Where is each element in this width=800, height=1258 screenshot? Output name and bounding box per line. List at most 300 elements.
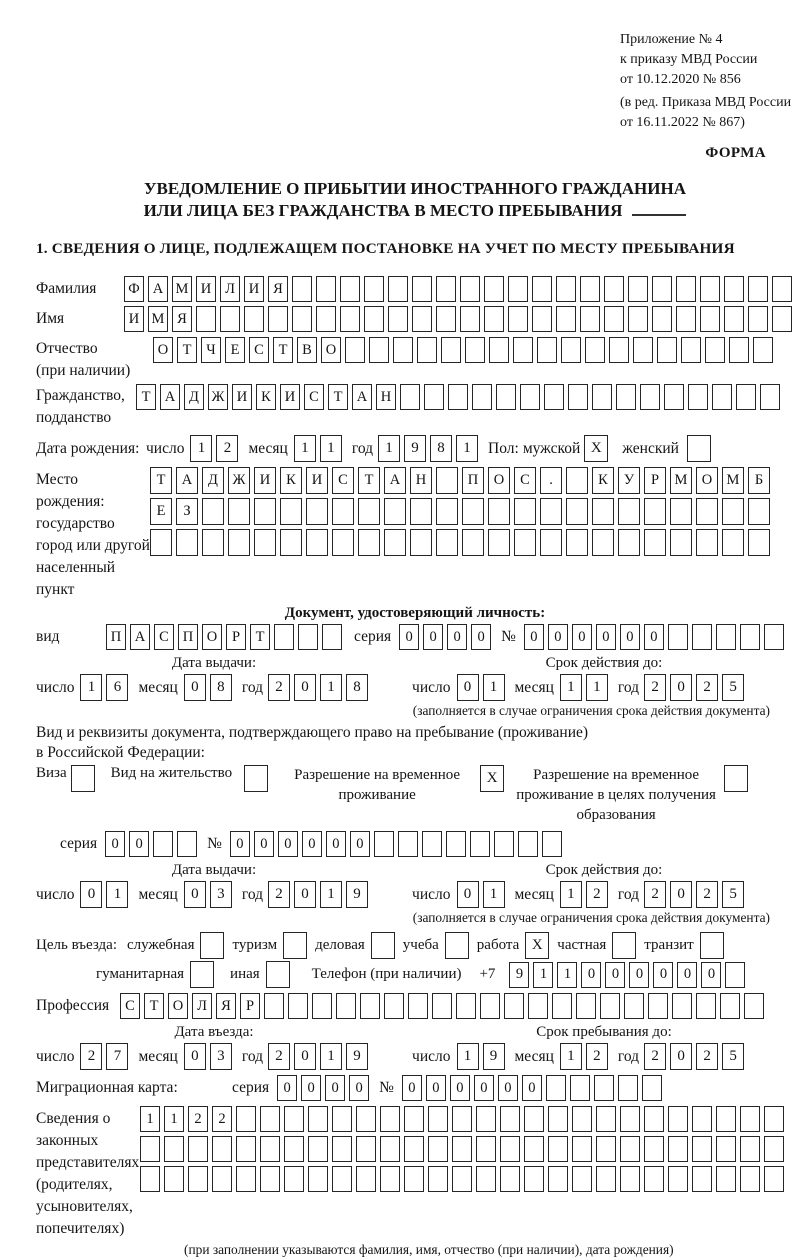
form-cell[interactable] [358,498,380,525]
form-cell[interactable]: З [176,498,198,525]
form-cell[interactable] [284,1136,304,1162]
patronymic-cells[interactable] [153,337,773,363]
migcard-number-cells[interactable] [402,1075,662,1101]
form-cell[interactable] [176,529,198,556]
form-cell[interactable]: 7 [106,1043,128,1070]
form-cell[interactable]: 1 [456,435,478,462]
form-cell[interactable] [500,1106,520,1132]
stay-day-cells[interactable] [457,1043,505,1070]
form-cell[interactable] [720,993,740,1019]
form-cell[interactable]: 0 [399,624,419,650]
form-cell[interactable] [696,498,718,525]
form-cell[interactable]: 2 [268,674,290,701]
expiry-day-cells[interactable] [457,881,505,908]
form-cell[interactable]: Т [328,384,348,410]
form-cell[interactable] [441,337,461,363]
form-cell[interactable] [716,1106,736,1132]
form-cell[interactable] [688,384,708,410]
form-cell[interactable]: М [148,306,168,332]
form-cell[interactable]: 9 [509,962,529,988]
form-cell[interactable] [494,831,514,857]
form-cell[interactable]: 0 [581,962,601,988]
form-cell[interactable] [260,1166,280,1192]
form-cell[interactable]: 1 [533,962,553,988]
form-cell[interactable] [332,1136,352,1162]
form-cell[interactable] [664,384,684,410]
purpose-official-checkbox[interactable] [200,932,224,959]
form-cell[interactable]: 0 [402,1075,422,1101]
form-cell[interactable] [514,529,536,556]
purpose-tourism-checkbox[interactable] [283,932,307,959]
form-cell[interactable] [476,1106,496,1132]
form-cell[interactable]: Т [150,467,172,494]
form-cell[interactable] [432,993,452,1019]
form-cell[interactable] [724,306,744,332]
form-cell[interactable] [220,306,240,332]
form-cell[interactable] [644,1136,664,1162]
form-cell[interactable] [556,276,576,302]
expiry-month-cells[interactable] [560,674,608,701]
form-cell[interactable]: 0 [350,831,370,857]
form-cell[interactable] [524,1166,544,1192]
form-cell[interactable]: . [540,467,562,494]
form-cell[interactable]: Т [177,337,197,363]
form-cell[interactable] [628,306,648,332]
form-cell[interactable] [177,831,197,857]
form-cell[interactable] [428,1166,448,1192]
form-cell[interactable]: 0 [701,962,721,988]
form-cell[interactable] [356,1136,376,1162]
form-cell[interactable] [484,306,504,332]
form-cell[interactable]: 2 [696,674,718,701]
form-cell[interactable] [260,1106,280,1132]
form-cell[interactable] [422,831,442,857]
form-cell[interactable]: 1 [80,674,102,701]
form-cell[interactable] [488,498,510,525]
form-cell[interactable] [288,993,308,1019]
form-cell[interactable]: У [618,467,640,494]
form-cell[interactable] [642,1075,662,1101]
form-cell[interactable] [428,1106,448,1132]
form-cell[interactable]: 8 [430,435,452,462]
form-cell[interactable]: 2 [644,1043,666,1070]
visa-checkbox[interactable] [71,765,95,792]
form-cell[interactable]: М [172,276,192,302]
form-cell[interactable] [518,831,538,857]
form-cell[interactable] [760,384,780,410]
form-cell[interactable] [670,498,692,525]
form-cell[interactable] [280,498,302,525]
form-cell[interactable] [356,1166,376,1192]
form-cell[interactable] [724,276,744,302]
form-cell[interactable] [284,1106,304,1132]
form-cell[interactable] [410,529,432,556]
form-cell[interactable]: 1 [557,962,577,988]
form-cell[interactable] [572,1166,592,1192]
form-cell[interactable] [332,1166,352,1192]
form-cell[interactable] [668,1136,688,1162]
form-cell[interactable] [504,993,524,1019]
form-cell[interactable]: 5 [722,881,744,908]
form-cell[interactable] [764,624,784,650]
stay-year-cells[interactable] [644,1043,744,1070]
form-cell[interactable]: 6 [106,674,128,701]
form-cell[interactable] [364,306,384,332]
form-cell[interactable]: А [176,467,198,494]
form-cell[interactable]: 0 [426,1075,446,1101]
form-cell[interactable]: 1 [164,1106,184,1132]
form-cell[interactable] [436,306,456,332]
purpose-study-checkbox[interactable] [445,932,469,959]
form-cell[interactable] [508,276,528,302]
givenname-cells[interactable] [124,306,792,332]
form-cell[interactable] [648,993,668,1019]
form-cell[interactable]: 2 [696,1043,718,1070]
form-cell[interactable] [480,993,500,1019]
form-cell[interactable] [692,1106,712,1132]
form-cell[interactable] [514,498,536,525]
form-cell[interactable]: О [153,337,173,363]
birthdate-year-cells[interactable] [378,435,478,462]
form-cell[interactable] [400,384,420,410]
form-cell[interactable]: Т [273,337,293,363]
form-cell[interactable] [212,1166,232,1192]
form-cell[interactable] [740,1106,760,1132]
form-cell[interactable]: Ч [201,337,221,363]
form-cell[interactable]: М [722,467,744,494]
birthplace-cells-row2[interactable] [150,498,770,525]
form-cell[interactable]: 0 [457,674,479,701]
migcard-series-cells[interactable] [277,1075,369,1101]
form-cell[interactable] [592,529,614,556]
form-cell[interactable]: Е [150,498,172,525]
form-cell[interactable]: 0 [498,1075,518,1101]
form-cell[interactable] [332,529,354,556]
form-cell[interactable]: 2 [188,1106,208,1132]
form-cell[interactable]: 0 [548,624,568,650]
form-cell[interactable]: Р [226,624,246,650]
form-cell[interactable] [476,1136,496,1162]
form-cell[interactable]: 1 [586,674,608,701]
form-cell[interactable] [436,276,456,302]
form-cell[interactable]: В [297,337,317,363]
form-cell[interactable]: 1 [320,881,342,908]
purpose-business-checkbox[interactable] [371,932,395,959]
form-cell[interactable]: И [254,467,276,494]
form-cell[interactable]: С [249,337,269,363]
form-cell[interactable] [740,624,760,650]
form-cell[interactable] [604,306,624,332]
form-cell[interactable] [369,337,389,363]
form-cell[interactable] [150,529,172,556]
form-cell[interactable]: 0 [105,831,125,857]
form-cell[interactable] [548,1106,568,1132]
form-cell[interactable] [540,529,562,556]
form-cell[interactable] [696,993,716,1019]
form-cell[interactable] [736,384,756,410]
form-cell[interactable] [628,276,648,302]
form-cell[interactable]: С [154,624,174,650]
form-cell[interactable]: 0 [294,674,316,701]
form-cell[interactable]: 0 [302,831,322,857]
birthdate-day-cells[interactable] [190,435,238,462]
residence-permit-checkbox[interactable] [244,765,268,792]
form-cell[interactable] [436,467,458,494]
form-cell[interactable] [424,384,444,410]
form-cell[interactable] [580,306,600,332]
form-cell[interactable] [306,498,328,525]
form-cell[interactable]: П [106,624,126,650]
form-cell[interactable] [548,1136,568,1162]
form-cell[interactable]: 9 [404,435,426,462]
form-cell[interactable] [561,337,581,363]
form-cell[interactable] [740,1166,760,1192]
form-cell[interactable] [228,498,250,525]
form-cell[interactable] [274,624,294,650]
form-cell[interactable]: 5 [722,1043,744,1070]
form-cell[interactable] [332,1106,352,1132]
form-cell[interactable] [508,306,528,332]
purpose-private-checkbox[interactable] [612,932,636,959]
form-cell[interactable] [772,276,792,302]
form-cell[interactable] [452,1106,472,1132]
form-cell[interactable] [556,306,576,332]
form-cell[interactable] [308,1136,328,1162]
form-cell[interactable] [676,276,696,302]
form-cell[interactable]: 0 [325,1075,345,1101]
form-cell[interactable] [462,498,484,525]
form-cell[interactable]: 0 [349,1075,369,1101]
form-cell[interactable] [393,337,413,363]
form-cell[interactable] [596,1106,616,1132]
form-cell[interactable]: 5 [722,674,744,701]
form-cell[interactable] [404,1166,424,1192]
form-cell[interactable] [268,306,288,332]
form-cell[interactable] [254,498,276,525]
form-cell[interactable]: 1 [560,881,582,908]
form-cell[interactable]: 1 [560,674,582,701]
form-cell[interactable] [729,337,749,363]
form-cell[interactable]: 0 [423,624,443,650]
form-cell[interactable] [412,276,432,302]
form-cell[interactable] [748,529,770,556]
form-cell[interactable]: И [280,384,300,410]
expiry-day-cells[interactable] [457,674,505,701]
form-cell[interactable]: 1 [106,881,128,908]
form-cell[interactable]: 2 [586,881,608,908]
form-cell[interactable] [620,1136,640,1162]
form-cell[interactable]: 0 [294,881,316,908]
sex-female-checkbox[interactable] [687,435,711,462]
form-cell[interactable]: О [488,467,510,494]
birthdate-month-cells[interactable] [294,435,342,462]
form-cell[interactable]: 0 [596,624,616,650]
form-cell[interactable] [456,993,476,1019]
form-cell[interactable] [360,993,380,1019]
form-cell[interactable] [692,624,712,650]
form-cell[interactable]: 1 [457,1043,479,1070]
entry-month-cells[interactable] [184,1043,232,1070]
form-cell[interactable] [580,276,600,302]
form-cell[interactable] [428,1136,448,1162]
form-cell[interactable] [620,1106,640,1132]
form-cell[interactable] [672,993,692,1019]
form-cell[interactable]: 0 [447,624,467,650]
form-cell[interactable]: 2 [216,435,238,462]
form-cell[interactable] [465,337,485,363]
form-cell[interactable] [585,337,605,363]
form-cell[interactable]: 0 [572,624,592,650]
form-cell[interactable] [358,529,380,556]
form-cell[interactable] [496,384,516,410]
form-cell[interactable]: Ж [208,384,228,410]
form-cell[interactable]: 3 [210,1043,232,1070]
form-cell[interactable]: Д [202,467,224,494]
form-cell[interactable]: Б [748,467,770,494]
issue-day-cells[interactable] [80,881,128,908]
form-cell[interactable] [657,337,677,363]
form-cell[interactable] [668,1106,688,1132]
form-cell[interactable] [322,624,342,650]
form-cell[interactable]: 0 [301,1075,321,1101]
form-cell[interactable]: Л [220,276,240,302]
form-cell[interactable]: О [168,993,188,1019]
form-cell[interactable] [462,529,484,556]
residence-number-cells[interactable] [230,831,562,857]
form-cell[interactable] [332,498,354,525]
stay-month-cells[interactable] [560,1043,608,1070]
doc-series-cells[interactable] [399,624,491,650]
form-cell[interactable]: 0 [670,881,692,908]
form-cell[interactable] [292,306,312,332]
issue-month-cells[interactable] [184,674,232,701]
birthplace-cells-row1[interactable] [150,467,770,494]
form-cell[interactable] [644,1166,664,1192]
form-cell[interactable] [384,993,404,1019]
form-cell[interactable] [524,1136,544,1162]
form-cell[interactable] [356,1106,376,1132]
form-cell[interactable] [716,1136,736,1162]
form-cell[interactable]: А [384,467,406,494]
form-cell[interactable] [572,1106,592,1132]
form-cell[interactable]: 1 [320,674,342,701]
form-cell[interactable]: 3 [210,881,232,908]
form-cell[interactable] [712,384,732,410]
form-cell[interactable] [596,1166,616,1192]
form-cell[interactable] [384,498,406,525]
form-cell[interactable] [740,1136,760,1162]
form-cell[interactable]: Я [268,276,288,302]
form-cell[interactable] [692,1136,712,1162]
form-cell[interactable]: 1 [483,674,505,701]
form-cell[interactable]: 9 [346,1043,368,1070]
form-cell[interactable]: 0 [644,624,664,650]
form-cell[interactable]: Н [376,384,396,410]
form-cell[interactable] [388,306,408,332]
form-cell[interactable]: 0 [474,1075,494,1101]
form-cell[interactable] [436,529,458,556]
form-cell[interactable]: 1 [190,435,212,462]
form-cell[interactable] [500,1136,520,1162]
purpose-other-checkbox[interactable] [266,961,290,988]
form-cell[interactable]: И [196,276,216,302]
form-cell[interactable] [308,1166,328,1192]
form-cell[interactable] [374,831,394,857]
form-cell[interactable] [202,498,224,525]
form-cell[interactable]: А [352,384,372,410]
issue-month-cells[interactable] [184,881,232,908]
form-cell[interactable]: 0 [277,1075,297,1101]
form-cell[interactable] [452,1136,472,1162]
issue-day-cells[interactable] [80,674,128,701]
form-cell[interactable] [140,1136,160,1162]
doc-kind-cells[interactable] [106,624,342,650]
form-cell[interactable]: А [148,276,168,302]
form-cell[interactable] [596,1136,616,1162]
form-cell[interactable] [436,498,458,525]
form-cell[interactable]: Т [136,384,156,410]
form-cell[interactable] [460,276,480,302]
form-cell[interactable] [566,467,588,494]
form-cell[interactable]: 0 [326,831,346,857]
form-cell[interactable] [616,384,636,410]
form-cell[interactable] [470,831,490,857]
form-cell[interactable] [764,1166,784,1192]
form-cell[interactable]: 0 [670,674,692,701]
form-cell[interactable] [513,337,533,363]
form-cell[interactable] [316,276,336,302]
purpose-humanitarian-checkbox[interactable] [190,961,214,988]
form-cell[interactable] [236,1106,256,1132]
form-cell[interactable]: И [244,276,264,302]
form-cell[interactable]: 0 [230,831,250,857]
form-cell[interactable]: 0 [184,1043,206,1070]
form-cell[interactable] [624,993,644,1019]
form-cell[interactable] [196,306,216,332]
form-cell[interactable] [306,529,328,556]
form-cell[interactable] [212,1136,232,1162]
form-cell[interactable] [188,1136,208,1162]
form-cell[interactable]: С [304,384,324,410]
form-cell[interactable] [753,337,773,363]
representatives-cells-row3[interactable] [140,1166,784,1192]
form-cell[interactable] [140,1166,160,1192]
form-cell[interactable]: О [696,467,718,494]
doc-number-cells[interactable] [524,624,784,650]
form-cell[interactable] [484,276,504,302]
form-cell[interactable]: О [202,624,222,650]
form-cell[interactable] [264,993,284,1019]
form-cell[interactable]: Я [216,993,236,1019]
form-cell[interactable] [700,306,720,332]
form-cell[interactable] [546,1075,566,1101]
form-cell[interactable] [620,1166,640,1192]
form-cell[interactable]: 0 [278,831,298,857]
form-cell[interactable]: С [514,467,536,494]
form-cell[interactable]: И [124,306,144,332]
form-cell[interactable] [164,1136,184,1162]
form-cell[interactable]: 0 [450,1075,470,1101]
form-cell[interactable] [228,529,250,556]
form-cell[interactable]: 1 [320,435,342,462]
form-cell[interactable] [618,498,640,525]
form-cell[interactable]: А [160,384,180,410]
form-cell[interactable] [460,306,480,332]
form-cell[interactable] [640,384,660,410]
representatives-cells-row2[interactable] [140,1136,784,1162]
form-cell[interactable] [604,276,624,302]
form-cell[interactable]: Р [644,467,666,494]
